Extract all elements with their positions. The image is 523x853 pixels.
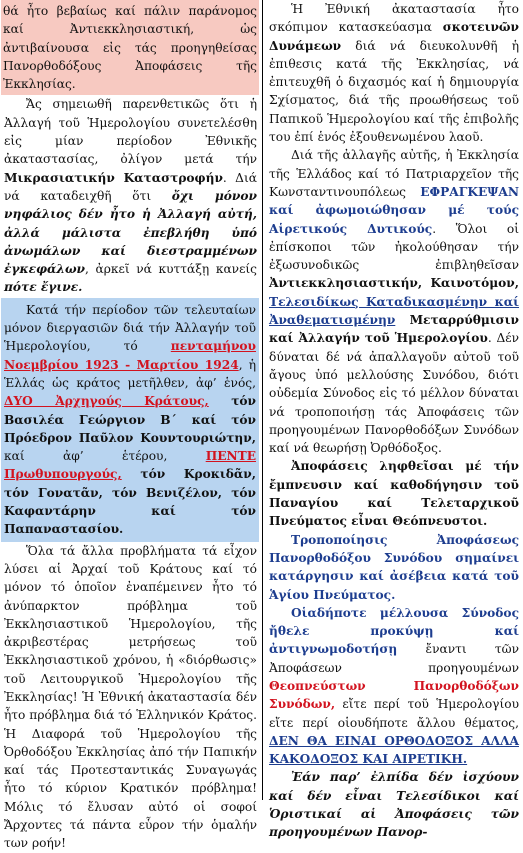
text-run: Διά τῆς ἀλλαγῆς αὐτῆς, ἡ Ἐκκλησία τῆς Ἑλλάδος καί τό Πατριαρχεῖον τῆς Κωνσταντινουπόλεως [269,148,519,199]
text-run-bold: Μικρασιατικήν Καταστροφήν [4,170,223,185]
text-run: διά νά διευκολυνθῆ ἡ ἐπιθεσις κατά τῆς Ἐκκλησίας, νά ἐπιτευχθῆ ὁ διχασμός καί ἡ δημιουργία Σχίσματος, διά τῆς προωθήσεως τοῦ Παπικοῦ Ἡμερολογίου καί τῆς ἐπιβολῆς του ἐπί ἑνός ἐξουθενωμένου λαοῦ. [269,38,519,145]
highlighted-paragraph-blue [1,298,259,542]
highlighted-paragraph-pink [1,0,259,95]
text-run: ἔναντι τῶν Ἀποφάσεων προηγουμένων [269,642,519,675]
five-pm-highlight: ΠΕΝΤΕ Πρωθυπουργούς, [4,449,256,482]
text-run: . Δέν δύναται δέ νά ἀπαλλαγοῦν αὐτοῦ τοῦ ἄγους ὑπό μελλούσης Συνόδου, διότι οὐδεμία Σύνοδος εἰς τό μέλλον δύναται νά τροποποιήσῃ τάς Ἀποφάσεις τῶν προηγουμένων Πανορθοδόξων Συνόδων καί νά θεωρήσῃ Ὀρθόδοξος. [269,331,519,456]
paragraph-decisions [269,457,519,530]
text-run: , ἀρκεῖ νά κυττάξῃ κανείς [85,262,257,277]
text-run-bold: Ἀποφάσεις ληφθεῖσαι μέ τήν ἔμπνευσιν καί καθοδήγησιν τοῦ Παναγίου καί Τελεταρχικοῦ Πνεύματος εἶναι Θεόπνευστοι. [269,459,519,529]
text-run: , ἡ Ἑλλάς ὡς κράτος μετῆλθεν, ἀφ’ ἑνός, [4,357,256,390]
paragraph-final [269,768,519,841]
text-run-bold: σκοτεινῶν Δυνάμεων [269,20,519,53]
text-run-bold: Μεταρρύθμισιν καί Ἀλλαγήν τοῦ Ἡμερολογίου [269,313,519,346]
text-run-navy: Τροποποίησις Ἀποφάσεως Πανορθοδόξου Συνόδου σημαίνει κατάργησιν καί ἀσέβεια κατά τοῦ Ἁγίου Πνεύματος. [269,532,519,602]
text-run: Ἄς σημειωθῆ παρενθετικῶς ὅτι ἡ Ἀλλαγή τοῦ Ἡμερολογίου συνετελέσθη εἰς μίαν περίοδον Ἐθνικῆς ἀκαταστασίας, ὀλίγον μετά τήν [4,97,257,167]
left-column [4,0,257,853]
text-run: . Ὅλοι οἱ ἐπίσκοποι τῶν ἠκολούθησαν τήν ἐξωσυνοδικῶς ἐπιβληθεῖσαν [269,221,520,273]
text-run-bold: τόν Κροκιδᾶν, τόν Γονατᾶν, τόν Βενιζέλον, τόν Καφαντάρην καί τόν Παπαναστασίου. [4,467,256,537]
paragraph-disorder [269,0,519,146]
text-run-bold-italic: ὄχι μόνον νηφάλιος δέν ἦτο ἡ Ἀλλαγή αὐτή, ἀλλά μάλιστα ἐπεβλήθη ὑπό ἀνωμάλων καί διεστραμμένων ἐγκεφάλων [4,188,257,277]
paragraph-modification [269,531,519,604]
text-run-navy-underline: Τελεσιδίκως Καταδικασμένην καί Ἀναθεματισμένην [269,294,519,328]
right-column [269,0,519,842]
text-run: Ἡ Ἐθνική ἀκαταστασία ἦτο σκόπιμον κατασκεύασμα [269,2,519,35]
text-run-bold-italic: Ἐάν παρ’ ἐλπίδα δέν ἰσχύουν καί δέν εἶναι Τελεσίδικοι καί Ὁριστικαί αἱ Ἀποφάσεις τῶν προηγουμένων Πανορ- [269,770,519,840]
text-run-red: Θεοπνεύστων Πανορθοδόξων Συνόδων, [269,678,519,712]
text-run-navy-underline: ΔΕΝ ΘΑ ΕΙΝΑΙ ΟΡΘΟΔΟΞΟΣ ΑΛΛΑ ΚΑΚΟΔΟΞΟΣ ΚΑΙ ΑΙΡΕΤΙΚΗ. [269,733,519,767]
paragraph-future-synod [269,604,519,769]
paragraph-change [269,146,519,457]
text-run-bold: Ἀντιεκκλησιαστικήν, Καινοτόμον, [269,276,519,291]
column-divider [262,0,263,800]
paragraph-problems [4,542,257,853]
spacer [395,313,409,327]
text-run: Κατά τήν περίοδον τῶν τελευταίων μόνον διεργασιῶν διά τήν Ἀλλαγήν τοῦ Ἡμερολογίου, τό [4,302,256,354]
text-run-bold: τόν Βασιλέα Γεώργιον Β΄ καί τόν Πρόεδρον Παῦλον Κουντουριώτην, [4,394,256,445]
text-run: Ὅλα τά ἄλλα προβλήματα τά εἶχον λύσει αἱ Ἀρχαί τοῦ Κράτους καί τό μόνον τό ὁποῖον ἐναπέμεινεν ἦτο τό ἀνύπαρκτον πρόβλημα τοῦ Ἐκκλησιαστικοῦ Ἡμερολογίου, τῆς ἀκριβεστέρας μετρήσεως τοῦ Ἐκκλησιαστικοῦ χρόνου, ἡ «διόρθωσις» τοῦ Λειτουργικοῦ Ἡμερολογίου τῆς Ἐκκλησίας! Ἡ Ἐθνική ἀκαταστασία δέν ἦτο πρόβλημα διά τό Ἑλληνικόν Κράτος. Ἡ Διαφορά τοῦ Ἡμερολογίου τῆς Ὀρθοδόξου Ἐκκλησίας ἀπό τήν Παπικήν καί τάς Προτεσταντικάς Συναγωγάς ἦτο τό κύριον Κρατικόν πρόβλημα! Μόλις τό ἔλυσαν αὐτό οἱ σοφοί Ἄρχοντες τά πάντα εὗρον τήν ὁμαλήν των ροήν! [4,543,257,851]
date-range-highlight: πενταμήνου Νοεμβρίου 1923 - Μαρτίου 1924 [4,339,256,372]
paragraph-parenthetical [4,95,257,296]
text-run-navy: ΕΦΡΑΓΚΕΨΑΝ καί ἀφωμοιώθησαν μέ τούς Αἱρετικούς Δυτικούς [269,184,519,236]
pink-text: θά ἦτο βεβαίως καί πάλιν παράνομος καί Ἀντιεκκλησιαστική, ὡς ἀντιβαίνουσα εἰς τάς προηγηθείσας Πανορθοδόξους Ἀποφάσεις τῆς Ἐκκλησίας. [3,4,257,92]
text-run-navy: Οἱαδήποτε μέλλουσα Σύνοδος ἤθελε προκύψῃ καί ἀντιγνωμοδοτήσῃ [269,605,519,657]
two-heads-highlight: ΔΥΟ Ἀρχηγούς Κράτους, [4,394,209,409]
text-run: καί ἀφ’ ἑτέρου, [4,449,206,464]
text-run: εἴτε περί τοῦ Ἡμερολογίου εἴτε περί οἱουδήποτε ἄλλου θέματος, [269,697,519,730]
text-run-bold-italic: πότε ἔγινε. [4,280,83,295]
text-run: . Διά νά καταδειχθῆ ὅτι [4,170,257,203]
